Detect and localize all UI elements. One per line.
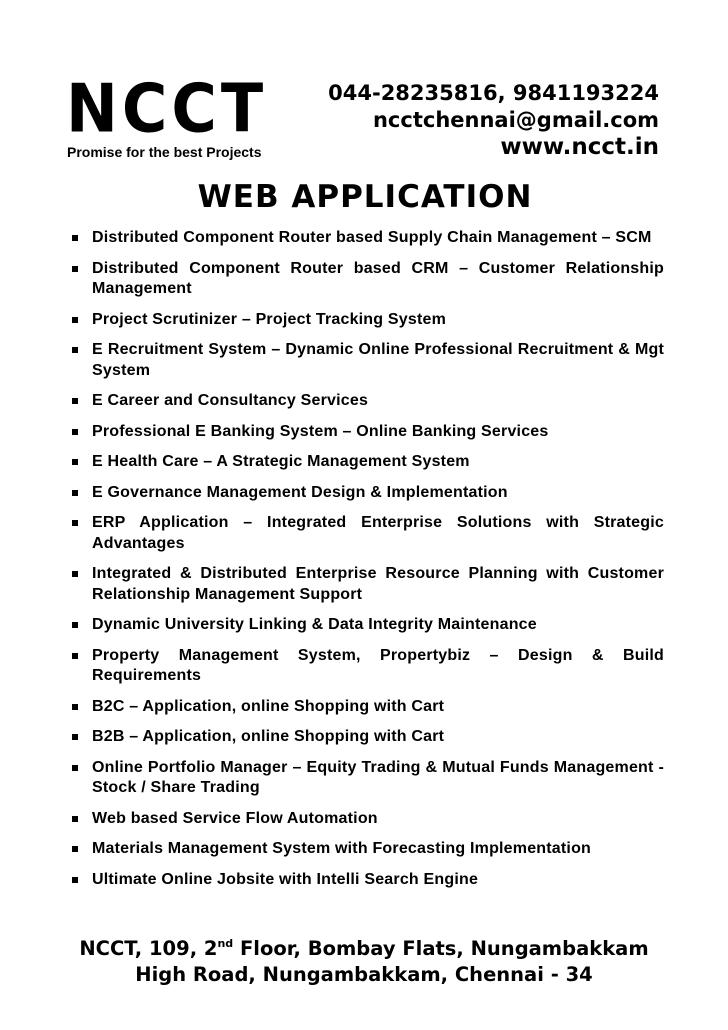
list-item: E Health Care – A Strategic Management System xyxy=(72,452,664,473)
contact-block xyxy=(328,80,659,161)
address-footer xyxy=(0,936,728,988)
page-title: WEB APPLICATION xyxy=(197,179,533,215)
list-item: B2C – Application, online Shopping with Cart xyxy=(72,697,664,718)
phone-numbers: 044-28235816, 9841193224 xyxy=(328,81,659,105)
address-line-2: High Road, Nungambakkam, Chennai - 34 xyxy=(135,963,593,986)
project-list xyxy=(72,228,664,900)
list-item: Materials Management System with Forecasting Implementation xyxy=(72,839,664,860)
email-address: ncctchennai@gmail.com xyxy=(372,108,659,132)
address-line-1 xyxy=(0,936,728,962)
address-line-1-end: Floor, Bombay Flats, Nungambakkam xyxy=(233,937,649,960)
list-item: Dynamic University Linking & Data Integrity Maintenance xyxy=(72,615,664,636)
list-item: Web based Service Flow Automation xyxy=(72,809,664,830)
list-item: Distributed Component Router based CRM – Customer Relationship Management xyxy=(72,259,664,300)
list-item: Project Scrutinizer – Project Tracking System xyxy=(72,310,664,331)
list-item: E Recruitment System – Dynamic Online Professional Recruitment & Mgt System xyxy=(72,340,664,381)
company-logo: NCCT xyxy=(66,68,268,148)
floor-ordinal: nd xyxy=(217,937,234,950)
list-item: Property Management System, Propertybiz – Design & Build Requirements xyxy=(72,646,664,687)
website-address: www.ncct.in xyxy=(500,134,659,160)
list-item: E Career and Consultancy Services xyxy=(72,391,664,412)
list-item: Distributed Component Router based Supply Chain Management – SCM xyxy=(72,228,664,249)
list-item: E Governance Management Design & Implementation xyxy=(72,483,664,504)
address-line-1-start: NCCT, 109, 2 xyxy=(79,937,218,960)
company-tagline: Promise for the best Projects xyxy=(67,144,262,160)
list-item: Ultimate Online Jobsite with Intelli Search Engine xyxy=(72,870,664,891)
list-item: Online Portfolio Manager – Equity Trading & Mutual Funds Management - Stock / Share Trading xyxy=(72,758,664,799)
list-item: Professional E Banking System – Online Banking Services xyxy=(72,422,664,443)
list-item: B2B – Application, online Shopping with Cart xyxy=(72,727,664,748)
list-item: ERP Application – Integrated Enterprise Solutions with Strategic Advantages xyxy=(72,513,664,554)
list-item: Integrated & Distributed Enterprise Resource Planning with Customer Relationship Management Support xyxy=(72,564,664,605)
